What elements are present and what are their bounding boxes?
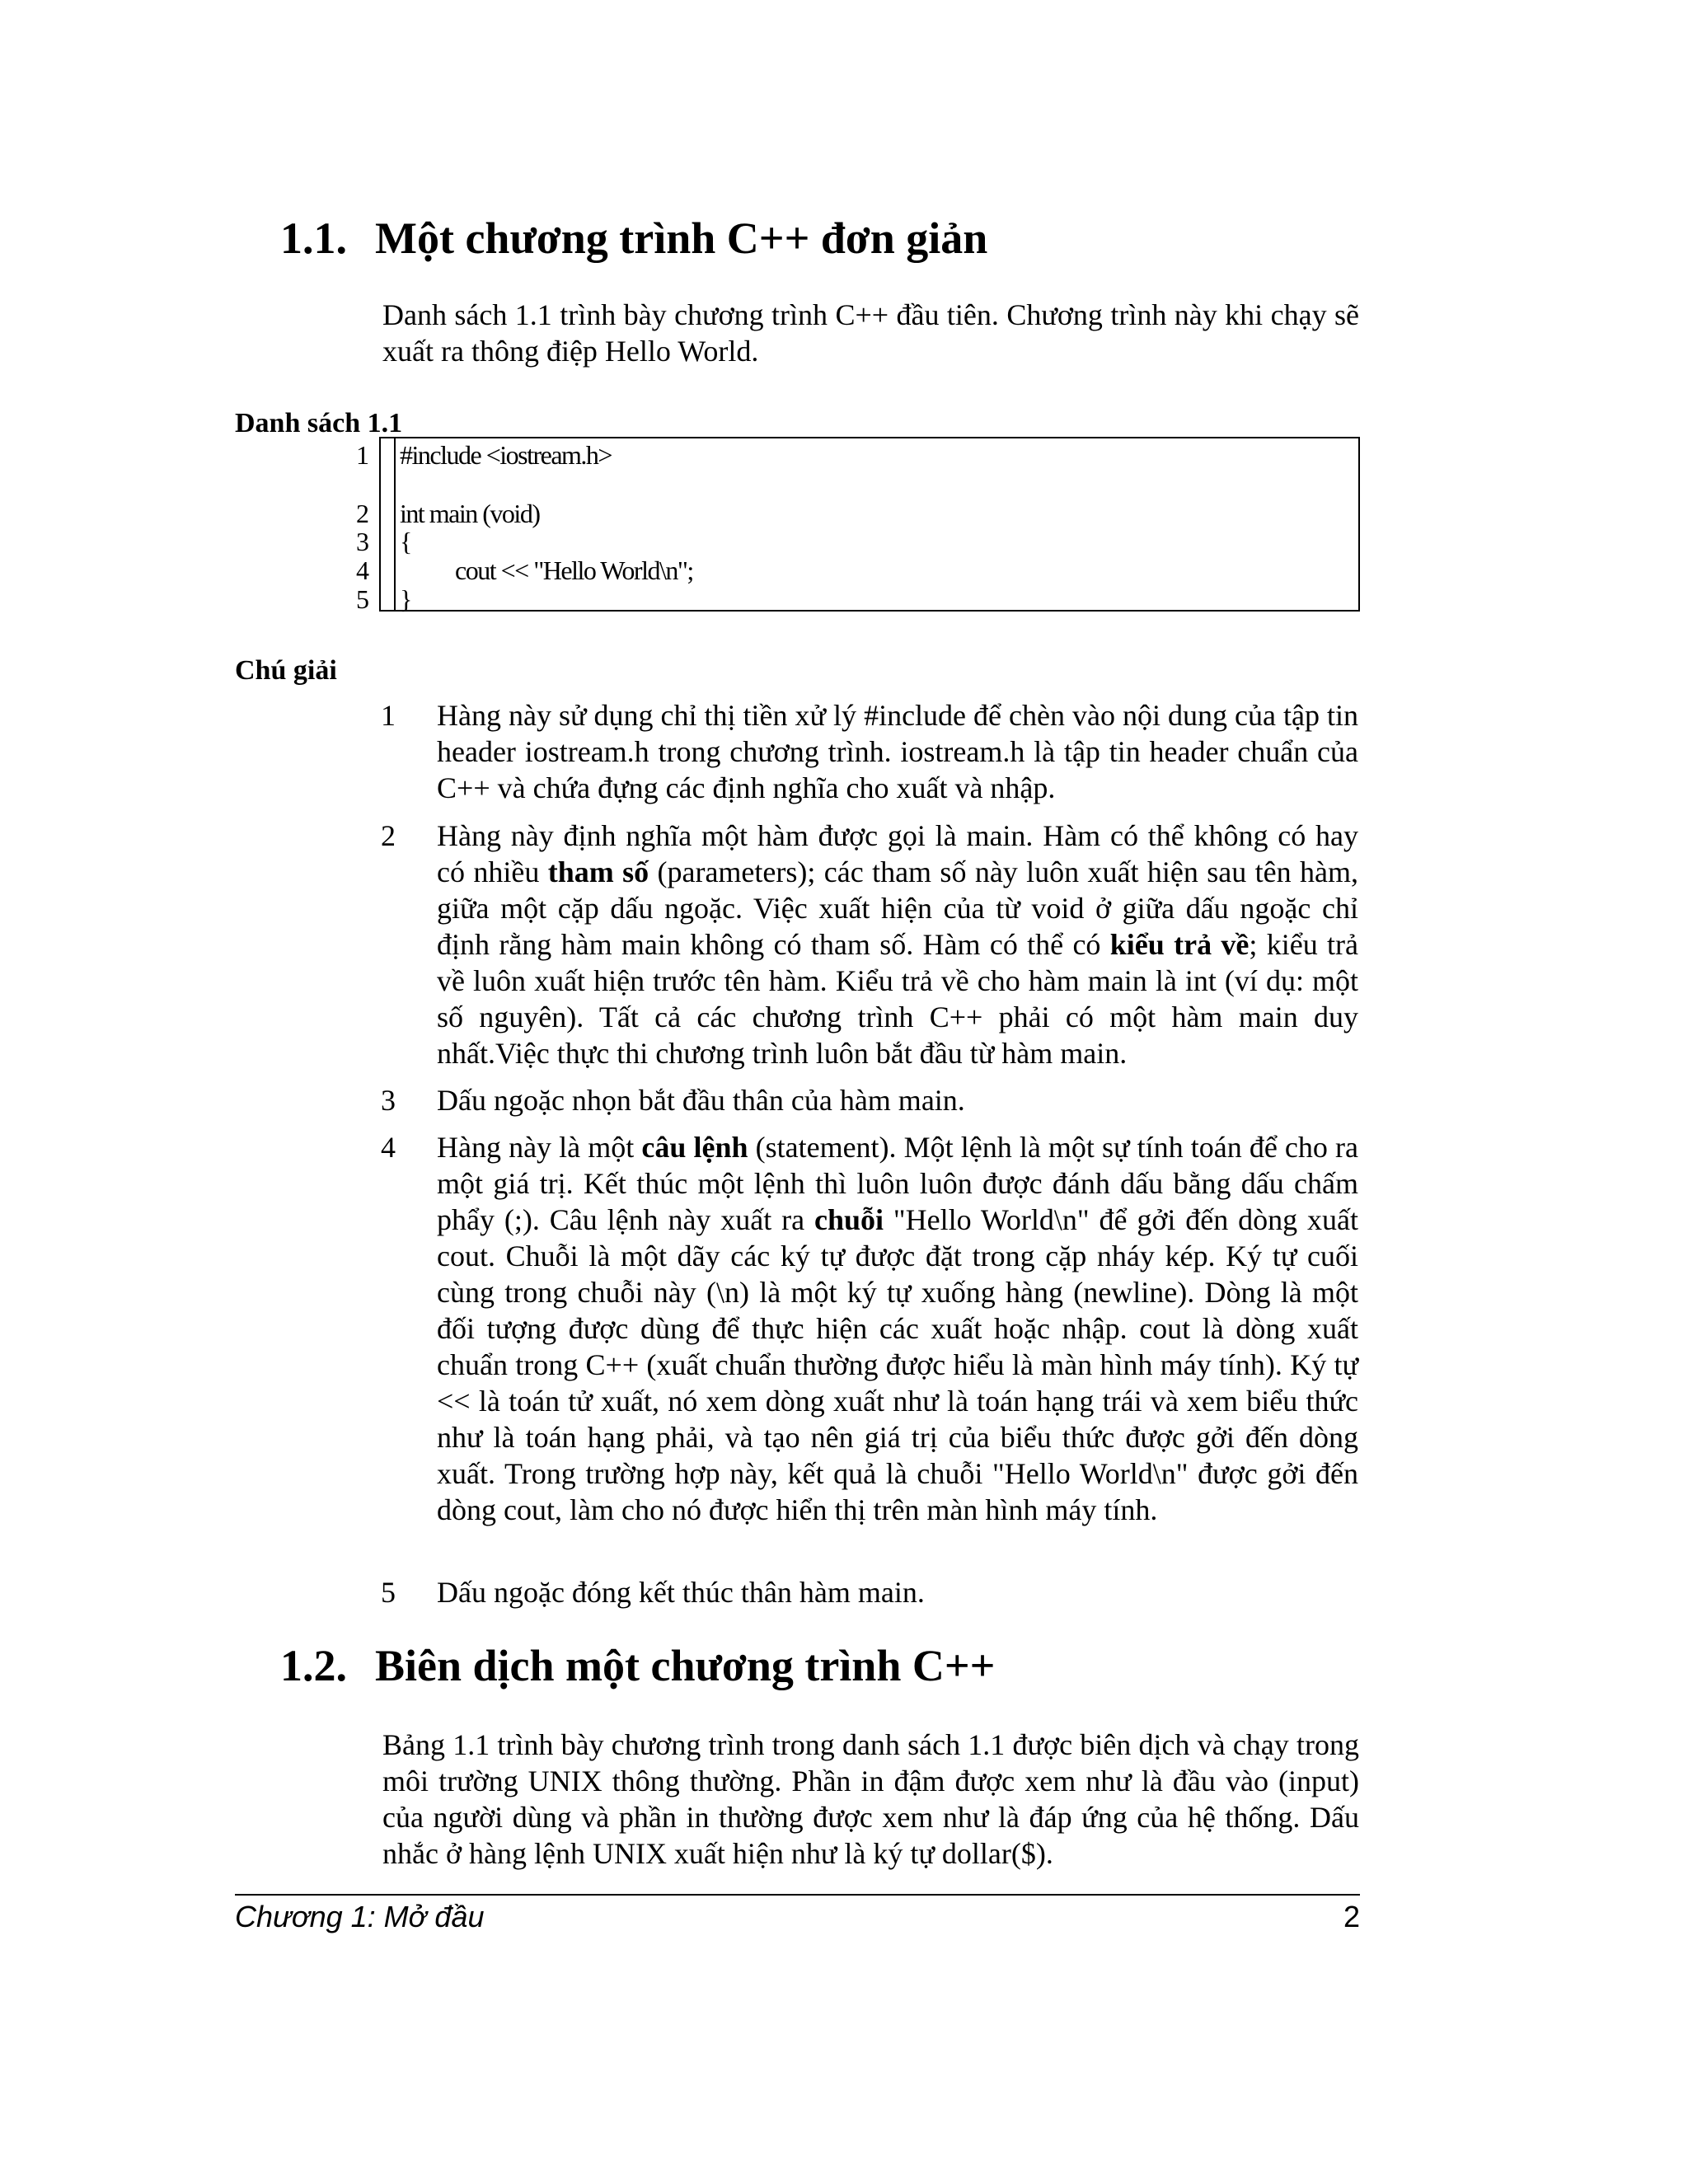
note-text-part: Hàng này định nghĩa một hàm được gọi là main. Hàm có thể không có hay có nhiều bbox=[437, 819, 1358, 888]
section-heading-1-2 bbox=[280, 1640, 995, 1691]
note-term-bold: kiểu trả về bbox=[1109, 928, 1250, 961]
note-text: Dấu ngoặc nhọn bắt đầu thân của hàm main. bbox=[437, 1084, 965, 1117]
section-number: 1.2. bbox=[280, 1641, 347, 1690]
footer-divider bbox=[235, 1894, 1360, 1896]
code-line: { bbox=[400, 527, 411, 556]
page-number: 2 bbox=[1343, 1900, 1360, 1933]
note-number: 4 bbox=[381, 1131, 396, 1164]
code-line-number: 2 bbox=[356, 499, 369, 528]
section-1-1-intro: Danh sách 1.1 trình bày chương trình C++ đầu tiên. Chương trình này khi chạy sẽ xuất ra thông điệp Hello World. bbox=[382, 298, 1359, 368]
code-line-number: 3 bbox=[356, 527, 369, 556]
section-title: Một chương trình C++ đơn giản bbox=[375, 213, 988, 263]
note-term-bold: tham số bbox=[547, 855, 649, 888]
note-text-part: Hàng này là một bbox=[437, 1131, 642, 1164]
note-text: Dấu ngoặc đóng kết thúc thân hàm main. bbox=[437, 1576, 925, 1609]
listing-label: Danh sách 1.1 bbox=[235, 408, 403, 438]
code-line: #include <iostream.h> bbox=[400, 440, 612, 470]
notes-label: Chú giải bbox=[235, 655, 337, 686]
note-text bbox=[437, 1129, 1358, 1528]
code-line-number: 1 bbox=[356, 440, 369, 470]
note-term-bold: chuỗi bbox=[814, 1203, 884, 1236]
note-text-part: (parameters); các tham số này luôn xuất hiện sau tên hàm, giữa một cặp dấu ngoặc. Việc xuất hiện của từ void ở giữa dấu ngoặc chỉ định rằng hàm main không có tham số. Hàm có thể có bbox=[437, 855, 1358, 961]
section-number: 1.1. bbox=[280, 213, 347, 263]
note-text bbox=[437, 818, 1358, 1071]
code-line-number: 4 bbox=[356, 555, 369, 585]
note-number: 3 bbox=[381, 1084, 396, 1117]
code-line-number: 5 bbox=[356, 584, 369, 614]
footer-chapter: Chương 1: Mở đầu bbox=[235, 1900, 485, 1933]
code-line: int main (void) bbox=[400, 499, 540, 528]
code-line: cout << "Hello World\n"; bbox=[455, 555, 693, 585]
note-text-part: "Hello World\n" để gởi đến dòng xuất cout. Chuỗi là một dãy các ký tự được đặt trong cặp nháy kép. Ký tự cuối cùng trong chuỗi này (\n) là một ký tự xuống hàng (newline). Dòng là một đối tượng được dùng để thực hiện các xuất hoặc nhập. cout là dòng xuất chuẩn trong C++ (xuất chuẩn thường được hiểu là màn hình máy tính). Ký tự << là toán tử xuất, nó xem dòng xuất như là toán hạng trái và xem biểu thức như là toán hạng phải, và tạo nên giá trị của biểu thức được gởi đến dòng xuất. Trong trường hợp này, kết quả là chuỗi "Hello World\n" được gởi đến dòng cout, làm cho nó được hiển thị trên màn hình máy tính. bbox=[437, 1203, 1358, 1526]
note-number: 2 bbox=[381, 819, 396, 852]
note-number: 5 bbox=[381, 1576, 396, 1609]
section-heading-1-1 bbox=[280, 213, 987, 264]
note-number: 1 bbox=[381, 699, 396, 732]
code-line: } bbox=[400, 584, 411, 614]
note-text: Hàng này sử dụng chỉ thị tiền xử lý #include để chèn vào nội dung của tập tin header iostream.h trong chương trình. iostream.h là tập tin header chuẩn của C++ và chứa đựng các định nghĩa cho xuất và nhập. bbox=[437, 699, 1358, 804]
section-1-2-intro: Bảng 1.1 trình bày chương trình trong danh sách 1.1 được biên dịch và chạy trong môi trường UNIX thông thường. Phần in đậm được xem như là đầu vào (input) của người dùng và phần in thường được xem như là đáp ứng của hệ thống. Dấu nhắc ở hàng lệnh UNIX xuất hiện như là ký tự dollar($). bbox=[382, 1728, 1359, 1870]
note-term-bold: câu lệnh bbox=[641, 1131, 748, 1164]
note-text-part: ; kiểu trả về luôn xuất hiện trước tên hàm. Kiểu trả về cho hàm main là int (ví dụ: một số nguyên). Tất cả các chương trình C++ phải có một hàm main duy nhất.Việc thực thi chương trình luôn bắt đầu từ hàm main. bbox=[437, 928, 1358, 1070]
code-gutter-bar bbox=[379, 437, 396, 612]
section-title: Biên dịch một chương trình C++ bbox=[375, 1641, 996, 1690]
note-text-part: (statement). Một lệnh là một sự tính toán để cho ra một giá trị. Kết thúc một lệnh thì luôn luôn được đánh dấu bằng dấu chấm phẩy (;). Câu lệnh này xuất ra bbox=[437, 1131, 1358, 1236]
